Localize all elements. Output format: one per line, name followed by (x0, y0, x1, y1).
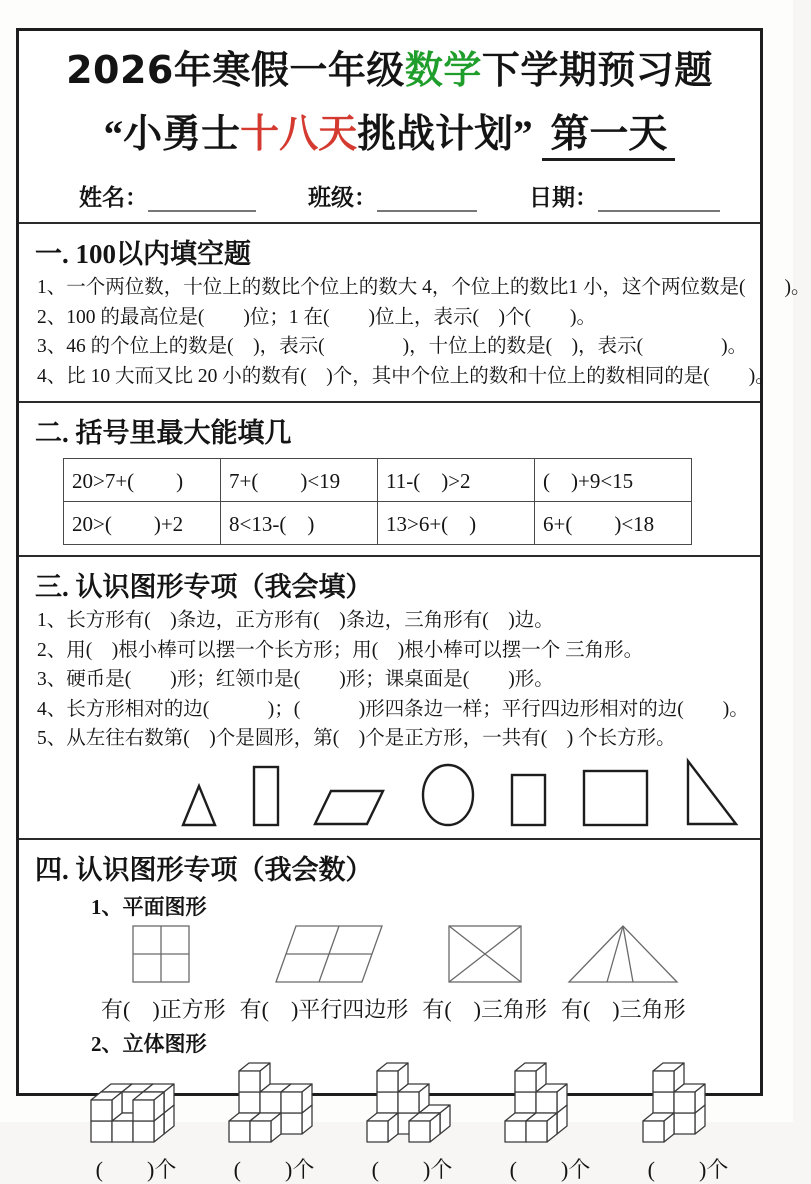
square-grid-2x2-icon (117, 923, 209, 985)
rectangle-with-diagonals-icon (439, 923, 531, 985)
subtitle-highlight: 十八天 (240, 113, 358, 156)
date-field: 日期： (529, 179, 720, 212)
small-rectangle-icon (509, 772, 549, 828)
bracket-table (63, 458, 692, 545)
parallelogram-icon (313, 788, 387, 828)
section4-heading: 四. 认识图形专项（我会数） (35, 854, 373, 885)
page-frame (16, 28, 811, 1182)
ellipse-icon (419, 762, 477, 828)
section-divider (19, 838, 760, 840)
table-row (64, 459, 692, 502)
plane-figure-label: 有( )三角形 (422, 996, 547, 1022)
question-line: 2、100 的最高位是( )位；1 在( )位上，表示( )个( )。 (37, 306, 596, 328)
question-line: 1、长方形有( )条边，正方形有( )条边，三角形有( )边。 (37, 610, 554, 631)
class-blank (377, 188, 477, 212)
question-line: 2、用( )根小棒可以摆一个长方形；用( )根小棒可以摆一个 三角形。 (37, 639, 644, 661)
date-blank (598, 188, 720, 212)
question-line: 3、硬币是( )形；红领巾是( )形；课桌面是( )形。 (37, 669, 554, 690)
plane-figure (240, 923, 409, 1024)
section3-heading: 三. 认识图形专项（我会填） (35, 572, 373, 602)
plane-figure (561, 923, 686, 1024)
cube-count-label: ( )个 (509, 1156, 591, 1182)
student-info-row (79, 179, 750, 212)
subtitle-post: 挑战计划” (357, 113, 533, 156)
question-line: 1、一个两位数，十位上的数比个位上的数大 4，个位上的数比1 小，这个两位数是( )。 (37, 277, 811, 298)
plane-figure (422, 923, 547, 1024)
cube-stack-drawing (363, 1060, 461, 1151)
cube-stack-drawing (87, 1060, 185, 1151)
solid-figures-row (87, 1060, 750, 1184)
section1-heading: 一. 100以内填空题 (35, 239, 251, 269)
table-cell: 6+( )<18 (535, 502, 692, 545)
cube-stack-drawing (501, 1060, 599, 1151)
table-cell: 20>7+( ) (64, 459, 221, 502)
question-line: 5、从左往右数第( )个是圆形，第( )个是正方形，一共有( ) 个长方形。 (37, 728, 676, 749)
right-triangle-icon (683, 758, 741, 828)
cube-count-label: ( )个 (233, 1156, 315, 1182)
page-subtitle (29, 103, 750, 159)
title-highlight: 数学 (404, 48, 482, 92)
square-icon (581, 768, 651, 828)
question-line: 4、比 10 大而又比 20 小的数有( )个，其中个位上的数和十位上的数相同的是( )。 (37, 365, 775, 387)
table-cell: 13>6+( ) (378, 502, 535, 545)
cube-count-label: ( )个 (95, 1156, 177, 1182)
cube-stack-drawing (225, 1060, 323, 1151)
subtitle-day: 第一天 (542, 113, 675, 161)
cube-stack (225, 1060, 323, 1184)
section-divider (19, 401, 760, 403)
table-row (64, 502, 692, 545)
title-post: 下学期预习题 (481, 48, 713, 92)
section-divider (19, 555, 760, 557)
section2-heading: 二. 括号里最大能填几 (35, 418, 292, 448)
triangle-divided-icon (563, 923, 683, 985)
cube-stack (363, 1060, 461, 1184)
question-line: 3、46 的个位上的数是( )，表示( )，十位上的数是( )，表示( )。 (37, 336, 748, 357)
shapes-row (179, 758, 750, 828)
subtitle-pre: “小勇士 (103, 113, 241, 156)
tall-rectangle-icon (251, 764, 281, 828)
plane-figures-label: 1、平面图形 (91, 894, 207, 919)
cube-count-label: ( )个 (647, 1156, 729, 1182)
cube-count-label: ( )个 (371, 1156, 453, 1182)
solid-figures-label: 2、立体图形 (91, 1031, 207, 1056)
plane-figure-label: 有( )正方形 (101, 996, 226, 1022)
cube-stack (639, 1060, 737, 1184)
table-cell: 11-( )>2 (378, 459, 535, 502)
triangle-icon (179, 782, 219, 828)
page-title (29, 39, 750, 94)
question-line: 4、长方形相对的边( )；( )形四条边一样；平行四边形相对的边( )。 (37, 698, 749, 720)
table-cell: 20>( )+2 (64, 502, 221, 545)
class-field: 班级： (308, 179, 477, 212)
cube-stack (501, 1060, 599, 1184)
parallelogram-grid-2x2-icon (254, 923, 394, 985)
plane-figure (101, 923, 226, 1024)
table-cell: ( )+9<15 (535, 459, 692, 502)
cube-stack-drawing (639, 1060, 737, 1151)
table-cell: 7+( )<19 (221, 459, 378, 502)
name-blank (148, 188, 256, 212)
plane-figure-label: 有( )平行四边形 (239, 996, 409, 1022)
table-cell: 8<13-( ) (221, 502, 378, 545)
cube-stack (87, 1060, 185, 1184)
section-divider (19, 222, 760, 224)
plane-figures-row (101, 923, 750, 1024)
plane-figure-label: 有( )三角形 (560, 996, 686, 1022)
title-pre: 2026年寒假一年级 (66, 48, 405, 92)
name-field: 姓名： (79, 179, 256, 212)
